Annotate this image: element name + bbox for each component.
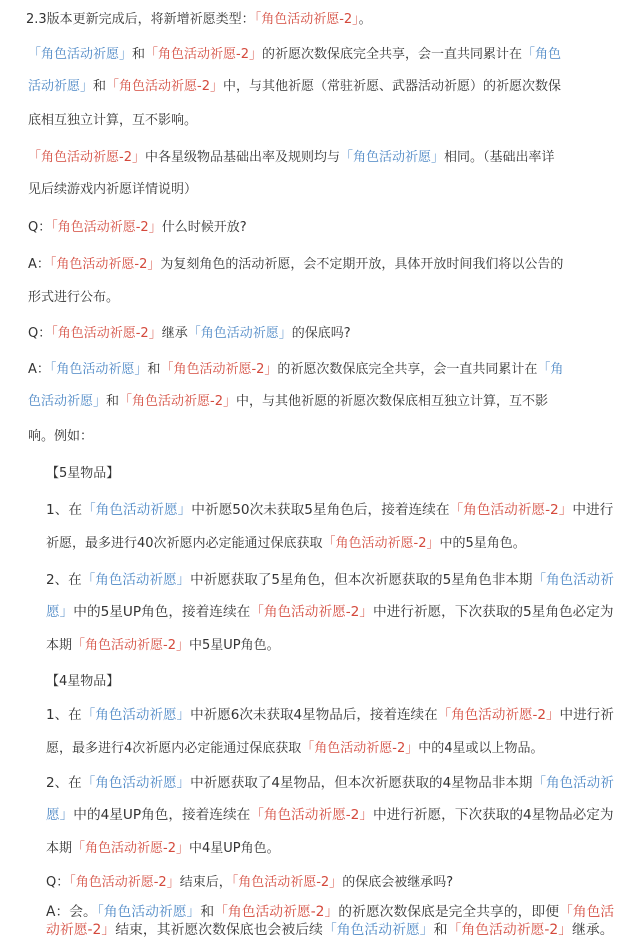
text-segment: 结束后，: [179, 875, 232, 890]
highlight-red: 「角色活动祈愿-2」: [301, 741, 419, 756]
text-segment: 2.3版本更新完成后，将新增祈愿类型：: [26, 12, 255, 27]
highlight-red: 「角色活动祈愿-2」: [250, 807, 373, 823]
highlight-red: 「角色活动祈愿-2」: [250, 604, 373, 620]
text-segment: 的祈愿次数保底完全共享，会一直共同累计在: [262, 47, 523, 62]
highlight-red: 「角色活动祈愿-2」: [51, 220, 162, 235]
text-segment: 和: [93, 79, 107, 94]
text-segment: 中5星UP角色。: [188, 638, 280, 653]
text-segment: 中祈愿获取了4星物品，但本次祈愿获取的4星物品非本期: [190, 775, 533, 791]
text-segment: 相同。（基础出率详: [444, 150, 555, 165]
text-line: [46, 840, 280, 858]
highlight-blue: 「角色活动祈愿」: [81, 572, 191, 588]
text-line: [46, 874, 453, 892]
section-heading: [46, 465, 119, 483]
text-segment: Q：: [46, 875, 70, 890]
highlight-red: 「角色活动祈愿-2」: [145, 47, 262, 62]
text-segment: 本期: [46, 841, 73, 856]
highlight-red: 「角色活动祈愿-2」: [449, 502, 573, 518]
text-segment: 中4星UP角色。: [188, 841, 280, 856]
text-segment: 见后续游戏内祈愿详情说明）: [28, 182, 198, 197]
text-line: [46, 501, 613, 519]
highlight-blue: 「角色活动祈愿」: [187, 326, 292, 341]
highlight-red: 「角色活动祈愿-2」: [160, 362, 278, 377]
highlight-red: 「角色活动祈愿-2」: [437, 707, 560, 723]
text-line: [28, 289, 119, 307]
text-segment: 中进行祈愿，下次获取的5星角色必定为: [372, 604, 614, 620]
highlight-red: 「角色活动祈愿-2」: [69, 875, 180, 890]
highlight-red: 「角色活动祈愿-2」: [214, 904, 339, 920]
text-line: [28, 361, 563, 379]
highlight-blue: 愿」: [46, 604, 74, 620]
highlight-blue: 色活动祈愿」: [28, 394, 107, 409]
text-segment: 的保底吗?: [291, 326, 351, 341]
text-segment: 的祈愿次数保底是完全共享的，即便: [338, 904, 560, 920]
highlight-blue: 「角色活动祈愿」: [49, 362, 148, 377]
text-segment: 中的4星或以上物品。: [418, 741, 544, 756]
highlight-blue: 「角色活动祈愿」: [339, 150, 444, 165]
highlight-red: 「角色活动祈愿-2」: [447, 922, 573, 938]
highlight-red: 「角色活动祈愿-2」: [72, 638, 189, 653]
section-heading: [46, 673, 119, 691]
text-segment: A：: [28, 362, 50, 377]
highlight-blue: 「角色活动祈愿」: [82, 502, 192, 518]
text-segment: A：: [28, 257, 50, 272]
text-segment: 什么时候开放?: [161, 220, 247, 235]
text-segment: 2、在: [46, 572, 82, 588]
highlight-blue: 「角: [537, 362, 564, 377]
text-segment: 中进行祈: [559, 707, 614, 723]
highlight-red: 「角色活: [559, 904, 615, 920]
text-segment: 1、在: [46, 707, 82, 723]
text-line: [28, 78, 561, 96]
text-segment: 。: [358, 12, 372, 27]
text-segment: 底相互独立计算，互不影响。: [28, 113, 198, 128]
highlight-blue: 「角色: [522, 47, 562, 62]
highlight-blue: 活动祈愿」: [28, 79, 94, 94]
text-line: [28, 219, 247, 237]
highlight-blue: 「角色活动祈愿」: [81, 707, 191, 723]
text-segment: 【5星物品】: [46, 466, 120, 481]
text-segment: 中各星级物品基础出率及规则均与: [144, 150, 340, 165]
text-line: [46, 921, 614, 939]
highlight-blue: 愿」: [46, 807, 74, 823]
text-segment: A：会。: [46, 904, 97, 920]
highlight-red: 「角色活动祈愿-2」: [51, 326, 162, 341]
text-segment: 中的4星UP角色，接着连续在: [73, 807, 251, 823]
text-line: [28, 256, 563, 274]
highlight-blue: 「角色活动祈愿」: [81, 775, 191, 791]
text-segment: 的保底会被继承吗?: [342, 875, 454, 890]
text-segment: 继承: [161, 326, 188, 341]
text-segment: Q：: [28, 220, 52, 235]
highlight-red: 「角色活动祈愿-2」: [28, 150, 145, 165]
text-segment: 中进行: [572, 502, 614, 518]
text-line: [46, 571, 614, 589]
text-segment: 【4星物品】: [46, 674, 120, 689]
text-segment: 1、在: [46, 502, 83, 518]
text-segment: 响。例如：: [28, 429, 94, 444]
text-line: [46, 903, 614, 921]
text-segment: 本期: [46, 638, 73, 653]
highlight-red: 「角色活动祈愿-2」: [254, 12, 359, 27]
text-segment: 中祈愿6次未获取4星物品后，接着连续在: [190, 707, 438, 723]
text-segment: 和: [200, 904, 215, 920]
highlight-red: 「角色活动祈愿-2」: [49, 257, 161, 272]
text-line: [28, 149, 555, 167]
text-line: [28, 393, 548, 411]
text-segment: Q：: [28, 326, 52, 341]
highlight-red: 「角色活动祈愿-2」: [106, 79, 223, 94]
text-segment: 2、在: [46, 775, 82, 791]
text-segment: 的祈愿次数保底完全共享，会一直共同累计在: [277, 362, 538, 377]
text-line: [28, 325, 351, 343]
highlight-red: 「角色活动祈愿-2」: [72, 841, 189, 856]
text-segment: 中进行祈愿，下次获取的4星物品必定为: [372, 807, 614, 823]
text-segment: 中，与其他祈愿的祈愿次数保底相互独立计算，互不影: [236, 394, 549, 409]
text-segment: 中祈愿获取了5星角色，但本次祈愿获取的5星角色非本期: [190, 572, 533, 588]
text-line: [46, 603, 614, 621]
text-segment: 形式进行公布。: [28, 290, 120, 305]
highlight-blue: 「角色活动祈愿」: [28, 47, 133, 62]
text-segment: 和: [147, 362, 161, 377]
highlight-blue: 「角色活动祈愿」: [322, 922, 434, 938]
text-segment: 结束，其祈愿次数保底也会被后续: [115, 922, 323, 938]
text-line: [46, 637, 280, 655]
text-segment: 中的5星UP角色，接着连续在: [73, 604, 251, 620]
text-line: [46, 806, 614, 824]
text-segment: 继承。: [572, 922, 614, 938]
text-line: [26, 11, 372, 29]
text-segment: 中，与其他祈愿（常驻祈愿、武器活动祈愿）的祈愿次数保: [223, 79, 562, 94]
text-line: [46, 774, 614, 792]
text-segment: 为复刻角色的活动祈愿，会不定期开放，具体开放时间我们将以公告的: [160, 257, 564, 272]
text-segment: 和: [106, 394, 120, 409]
text-segment: 和: [433, 922, 448, 938]
text-line: [28, 428, 93, 446]
text-segment: 愿，最多进行4次祈愿内必定能通过保底获取: [46, 741, 302, 756]
text-line: [46, 740, 544, 758]
text-line: [46, 535, 526, 553]
text-line: [46, 706, 614, 724]
highlight-blue: 「角色活动祈: [532, 572, 614, 588]
text-segment: 中的5星角色。: [439, 536, 526, 551]
text-segment: 中祈愿50次未获取5星角色后，接着连续在: [191, 502, 450, 518]
text-line: [28, 112, 197, 130]
highlight-red: 「角色活动祈愿-2」: [231, 875, 343, 890]
highlight-red: 「角色活动祈愿-2」: [322, 536, 440, 551]
highlight-red: 动祈愿-2」: [46, 922, 116, 938]
text-segment: 祈愿，最多进行40次祈愿内必定能通过保底获取: [46, 536, 323, 551]
text-segment: 和: [132, 47, 146, 62]
highlight-red: 「角色活动祈愿-2」: [119, 394, 236, 409]
highlight-blue: 「角色活动祈愿」: [96, 904, 201, 920]
highlight-blue: 「角色活动祈: [532, 775, 614, 791]
text-line: [28, 181, 197, 199]
text-line: [28, 46, 561, 64]
